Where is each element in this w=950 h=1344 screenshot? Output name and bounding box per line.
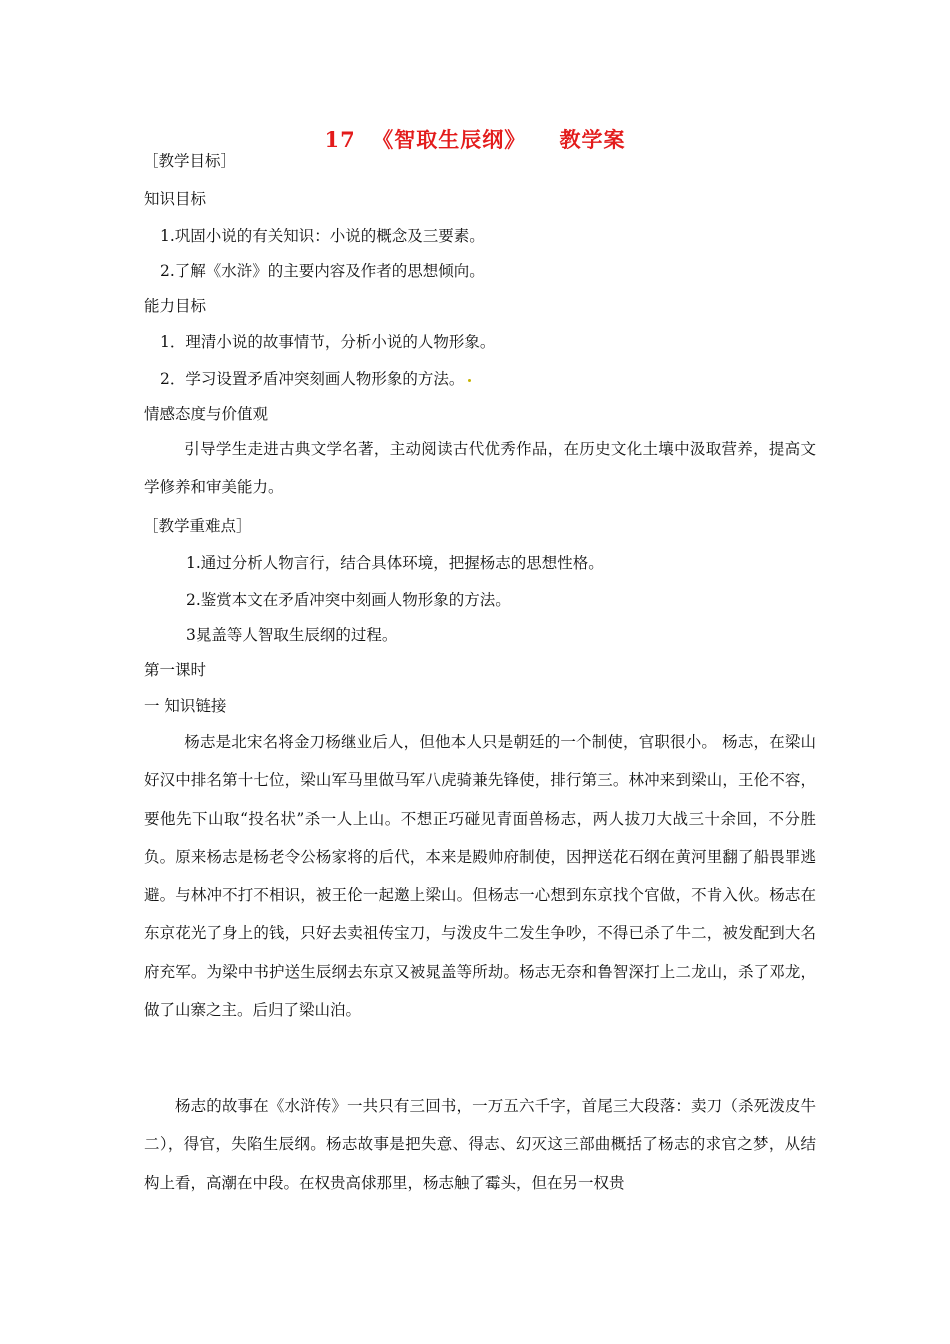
key-point-item-3: 3晁盖等人智取生辰纲的过程。 bbox=[186, 626, 398, 644]
lesson-heading: 第一课时 bbox=[144, 661, 207, 679]
ability-goal-item-2-text: 2．学习设置矛盾冲突刻画人物形象的方法。 bbox=[160, 370, 465, 388]
ability-goal-item-1: 1．理清小说的故事情节，分析小说的人物形象。 bbox=[160, 333, 496, 351]
paragraph-yangzhi-bio: 杨志是北宋名将金刀杨继业后人，但他本人只是朝廷的一个制使，官职很小。 杨志，在梁山好汉中排名第十七位，梁山军马里做马军八虎骑兼先锋使，排行第三。林冲来到梁山，王伦不容，要他先下山取“投名状”杀一人上山。不想正巧碰见青面兽杨志，两人拔刀大战三十余回，不分胜负。原来杨志是杨老令公杨家将的后代，本来是殿帅府制使，因押送花石纲在黄河里翻了船畏罪逃避。与林冲不打不相识，被王伦一起邀上梁山。但杨志一心想到东京找个官做，不肯入伙。杨志在东京花光了身上的钱，只好去卖祖传宝刀，与泼皮牛二发生争吵，不得已杀了牛二，被发配到大名府充军。为梁中书护送生辰纲去东京又被晁盖等所劫。杨志无奈和鲁智深打上二龙山，杀了邓龙，做了山寨之主。后归了梁山泊。 bbox=[144, 733, 816, 1020]
emotion-goal-text: 引导学生走进古典文学名著，主动阅读古代优秀作品，在历史文化土壤中汲取营养，提高文学修养和审美能力。 bbox=[144, 440, 816, 497]
stray-mark bbox=[468, 379, 471, 382]
paragraph-yangzhi-story: 杨志的故事在《水浒传》一共只有三回书，一万五六千字，首尾三大段落：卖刀（杀死泼皮牛二），得官，失陷生辰纲。杨志故事是把失意、得志、幻灭这三部曲概括了杨志的求官之梦，从结构上看，高潮在中段。在权贵高俅那里，杨志触了霉头，但在另一权贵 bbox=[144, 1097, 816, 1192]
teaching-goals-heading: ［教学目标］ bbox=[143, 152, 237, 170]
emotion-goal-heading: 情感态度与价值观 bbox=[144, 405, 269, 423]
knowledge-goal-item-2: 2.了解《水浒》的主要内容及作者的思想倾向。 bbox=[160, 262, 485, 280]
knowledge-link-heading: 一 知识链接 bbox=[144, 697, 227, 715]
knowledge-goal-item-1: 1.巩固小说的有关知识：小说的概念及三要素。 bbox=[160, 227, 485, 245]
knowledge-goal-heading: 知识目标 bbox=[144, 190, 207, 208]
ability-goal-item-2 bbox=[160, 369, 471, 389]
key-point-item-1: 1.通过分析人物言行，结合具体环境，把握杨志的思想性格。 bbox=[186, 554, 604, 572]
ability-goal-heading: 能力目标 bbox=[144, 297, 207, 315]
key-point-item-2: 2.鉴赏本文在矛盾冲突中刻画人物形象的方法。 bbox=[186, 591, 511, 609]
key-points-heading: ［教学重难点］ bbox=[143, 517, 252, 535]
document-title: 17 《智取生辰纲》 教学案 bbox=[324, 127, 626, 152]
